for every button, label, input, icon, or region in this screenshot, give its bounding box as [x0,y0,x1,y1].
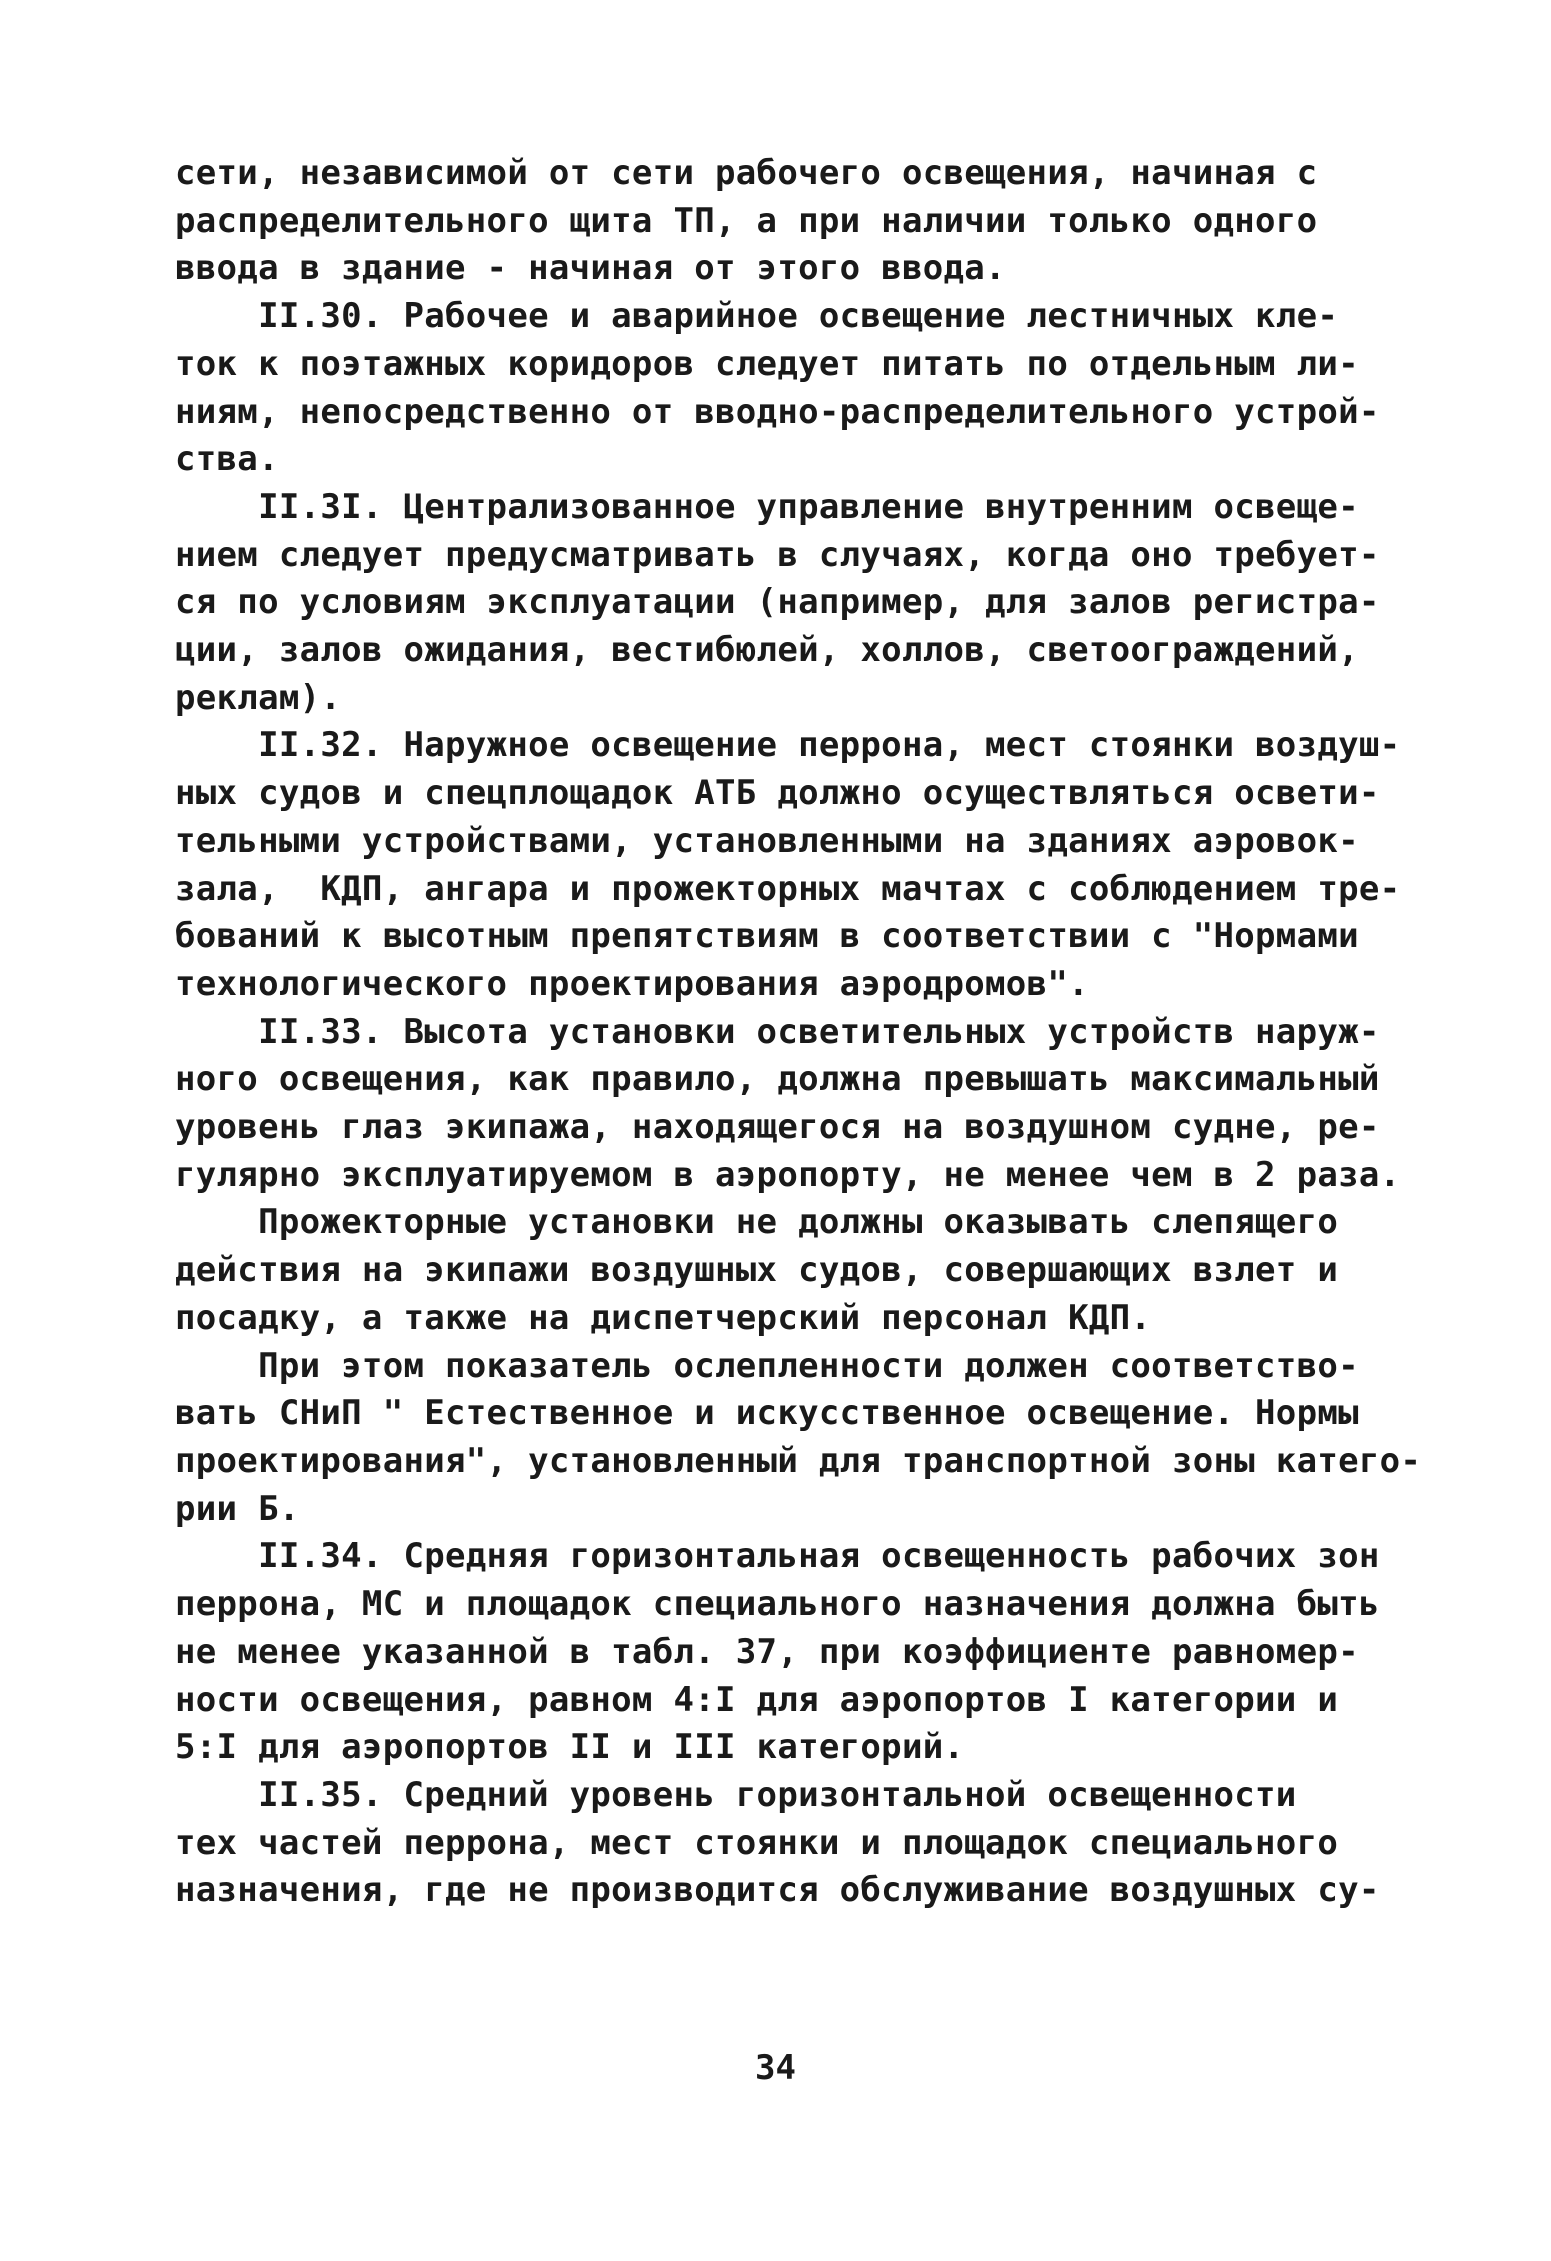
text-line: уровень глаз экипажа, находящегося на воздушном судне, ре- [175,1107,1380,1148]
text-line: ся по условиям эксплуатации (например, для залов регистра- [175,582,1380,623]
text-line: II.34. Средняя горизонтальная освещенность рабочих зон [175,1536,1380,1577]
text-line: ства. [175,439,279,480]
text-line: зала, КДП, ангара и прожекторных мачтах с соблюдением тре- [175,868,1401,909]
text-line: тех частей перрона, мест стоянки и площадок специального [175,1822,1339,1863]
text-line: ции, залов ожидания, вестибюлей, холлов, светоограждений, [175,630,1359,671]
text-line: ток к поэтажных коридоров следует питать по отдельным ли- [175,343,1359,384]
text-line: ных судов и спецплощадок АТБ должно осуществляться освети- [175,773,1380,814]
body-text [175,150,1422,1915]
text-line: технологического проектирования аэродромов". [175,963,1089,1004]
text-line: ности освещения, равном 4:I для аэропортов I категории и [175,1679,1339,1720]
text-line: При этом показатель ослепленности должен соответство- [175,1345,1359,1386]
page-number: 34 [755,2048,796,2088]
text-line: вать СНиП " Естественное и искусственное освещение. Нормы [175,1393,1359,1434]
text-line: проектирования", установленный для транспортной зоны катего- [175,1440,1422,1481]
text-line: посадку, а также на диспетчерский персонал КДП. [175,1297,1152,1338]
text-line: гулярно эксплуатируемом в аэропорту, не менее чем в 2 раза. [175,1154,1401,1195]
text-line: II.32. Наружное освещение перрона, мест стоянки воздуш- [175,725,1401,766]
text-line: перрона, МС и площадок специального назначения должна быть [175,1584,1380,1625]
text-line: назначения, где не производится обслуживание воздушных су- [175,1870,1380,1911]
text-line: нием следует предусматривать в случаях, когда оно требует- [175,534,1380,575]
text-line: II.30. Рабочее и аварийное освещение лестничных кле- [175,296,1339,337]
text-line: распределительного щита ТП, а при наличии только одного [175,200,1318,241]
text-line: реклам). [175,677,342,718]
text-line: II.3I. Централизованное управление внутренним освеще- [175,486,1359,527]
text-line: II.35. Средний уровень горизонтальной освещенности [175,1774,1297,1815]
text-line: не менее указанной в табл. 37, при коэффициенте равномер- [175,1631,1359,1672]
text-line: 5:I для аэропортов II и III категорий. [175,1727,965,1768]
text-line: ниям, непосредственно от вводно-распределительного устрой- [175,391,1380,432]
text-line: Прожекторные установки не должны оказывать слепящего [175,1202,1339,1243]
text-line: действия на экипажи воздушных судов, совершающих взлет и [175,1250,1339,1291]
text-line: сети, независимой от сети рабочего освещения, начиная с [175,153,1318,193]
text-line: тельными устройствами, установленными на зданиях аэровок- [175,820,1359,861]
text-line: ввода в здание - начиная от этого ввода. [175,248,1006,289]
text-line: рии Б. [175,1488,300,1529]
text-line: II.33. Высота установки осветительных устройств наруж- [175,1011,1380,1052]
text-line: ного освещения, как правило, должна превышать максимальный [175,1059,1380,1100]
text-line: бований к высотным препятствиям в соответствии с "Нормами [175,916,1359,957]
